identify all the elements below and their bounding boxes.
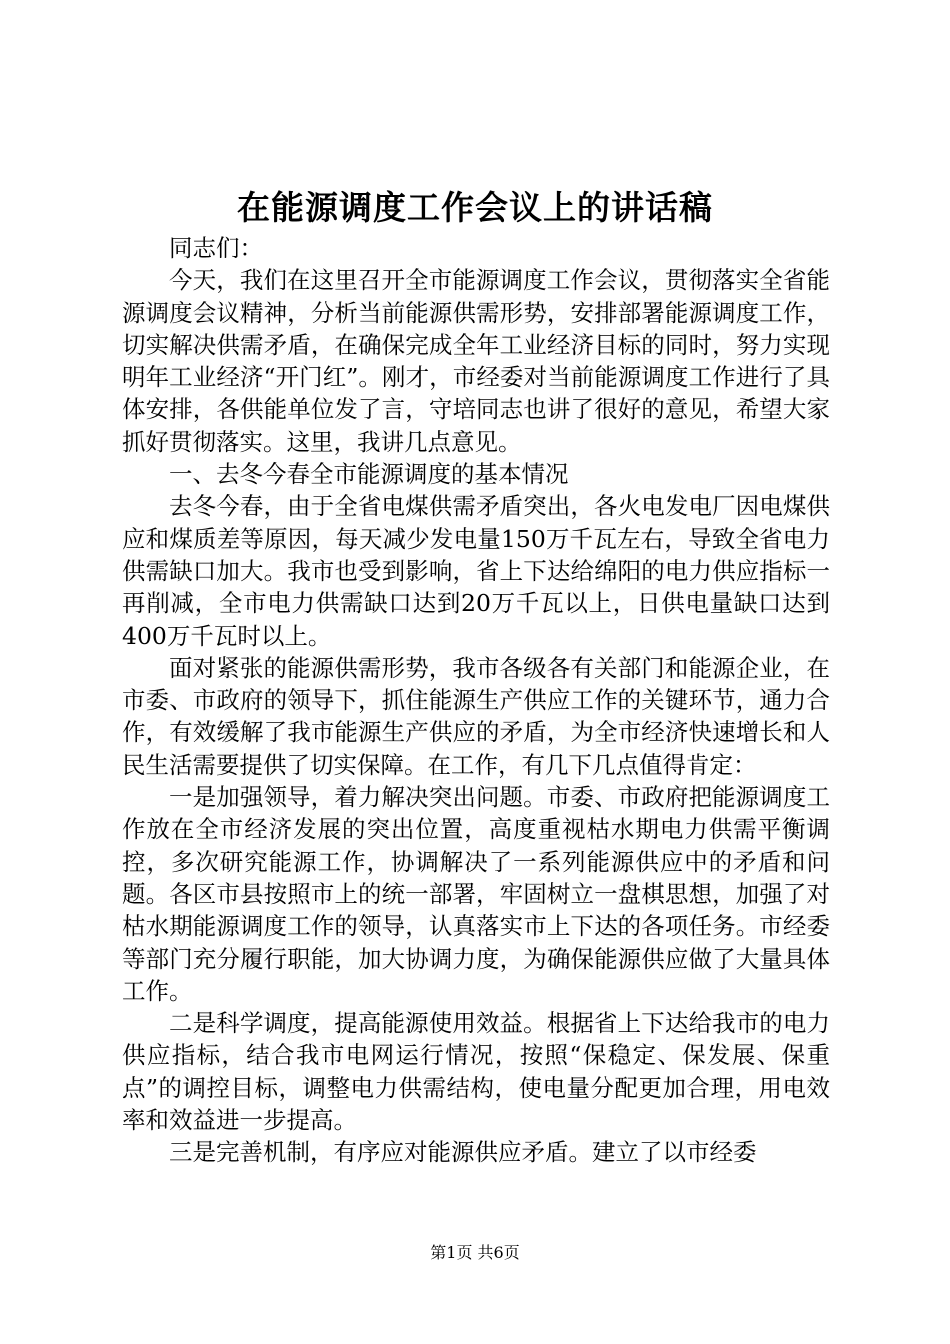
section-heading: 一、去冬今春全市能源调度的基本情况	[169, 460, 569, 489]
body-paragraph: 三是完善机制，有序应对能源供应矛盾。建立了以市经委	[169, 1138, 757, 1167]
body-paragraph: 一是加强领导，着力解决突出问题。市委、市政府把能源调度工作放在全市经济发展的突出位置，高度重视枯水期电力供需平衡调控，多次研究能源工作，协调解决了一系列能源供应中的矛盾和问题。各区市县按照市上的统一部署，牢固树立一盘棋思想，加强了对枯水期能源调度工作的领导，认真落实市上下达的各项任务。市经委等部门充分履行职能，加大协调力度，为确保能源供应做了大量具体工作。	[122, 783, 830, 1005]
body-paragraph: 面对紧张的能源供需形势，我市各级各有关部门和能源企业，在市委、市政府的领导下，抓住能源生产供应工作的关键环节，通力合作，有效缓解了我市能源生产供应的矛盾，为全市经济快速增长和人民生活需要提供了切实保障。在工作，有几下几点值得肯定：	[122, 653, 830, 779]
body-paragraph: 去冬今春，由于全省电煤供需矛盾突出，各火电发电厂因电煤供应和煤质差等原因，每天减少发电量150万千瓦左右，导致全省电力供需缺口加大。我市也受到影响，省上下达给绵阳的电力供应指标一再削减，全市电力供需缺口达到20万千瓦以上，日供电量缺口达到400万千瓦时以上。	[122, 492, 830, 650]
document-body	[122, 232, 830, 1169]
body-paragraph: 今天，我们在这里召开全市能源调度工作会议，贯彻落实全省能源调度会议精神，分析当前能源供需形势，安排部署能源调度工作，切实解决供需矛盾，在确保完成全年工业经济目标的同时，努力实现明年工业经济“开门红”。刚才，市经委对当前能源调度工作进行了具体安排，各供能单位发了言，守培同志也讲了很好的意见，希望大家抓好贯彻落实。这里，我讲几点意见。	[122, 266, 830, 456]
salutation-paragraph: 同志们：	[169, 234, 263, 262]
body-paragraph: 二是科学调度，提高能源使用效益。根据省上下达给我市的电力供应指标，结合我市电网运行情况，按照“保稳定、保发展、保重点”的调控目标，调整电力供需结构，使电量分配更加合理，用电效率和效益进一步提高。	[122, 1009, 830, 1135]
document-title: 在能源调度工作会议上的讲话稿	[237, 188, 713, 227]
page-number-footer: 第1页 共6页	[430, 1243, 520, 1262]
